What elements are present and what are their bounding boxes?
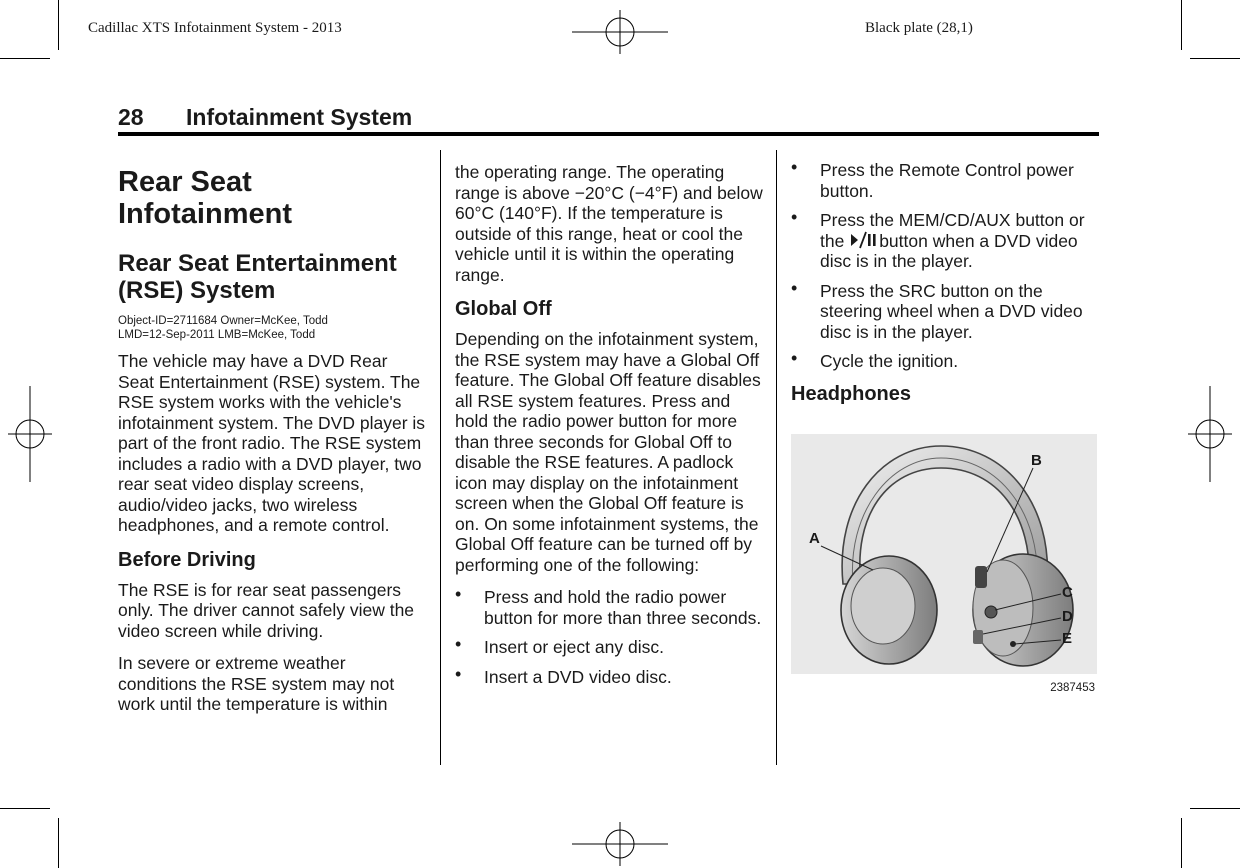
headphones-illustration	[791, 434, 1097, 694]
column-3	[791, 157, 1101, 694]
before-driving-paragraph-2: In severe or extreme weather conditions the RSE system may not work until the temperature is within	[118, 653, 395, 714]
page-number: 28	[118, 104, 144, 130]
intro-paragraph: The vehicle may have a DVD Rear Seat Entertainment (RSE) system. The RSE system works with the vehicle's infotainment system. The DVD player is part of the front radio. The RSE system includes a radio with a DVD player, two rear seat video display screens, audio/video jacks, two wireless headphones, and a remote control.	[118, 351, 426, 535]
rse-heading: Rear Seat Entertainment (RSE) System	[118, 250, 397, 304]
temperature-paragraph: the operating range. The operating range is above −20°C (−4°F) and below 60°C (140°F). If the temperature is outside of this range, heat or cool the vehicle until it is within the operating range.	[455, 162, 763, 285]
headphones-figure	[791, 434, 1097, 694]
column-2	[455, 162, 767, 699]
object-metadata: Object-ID=2711684 Owner=McKee, Todd LMD=12-Sep-2011 LMB=McKee, Todd	[118, 315, 328, 341]
global-off-paragraph: Depending on the infotainment system, the RSE system may have a Global Off feature. The Global Off feature disables all RSE system features. Press and hold the radio power button for more than three seconds for Global Off to disable the RSE features. A padlock icon may display on the infotainment screen when the Global Off feature is on. On some infotainment systems, the Global Off feature can be turned off by performing one of the following:	[455, 329, 761, 575]
list-item: • Insert a DVD video disc.	[455, 663, 672, 687]
list-item: • Press the SRC button on the steering wheel when a DVD video disc is in the player.	[791, 277, 1083, 342]
column-separator-1	[440, 150, 441, 765]
figure-label-d: D	[1062, 607, 1073, 625]
global-off-heading: Global Off	[455, 298, 552, 320]
registration-mark-right	[1188, 386, 1232, 482]
section-title: Infotainment System	[186, 104, 413, 130]
column-1	[118, 160, 428, 727]
figure-label-b: B	[1031, 451, 1042, 469]
list-item: • Press and hold the radio power button for more than three seconds.	[455, 584, 762, 628]
play-pause-icon	[849, 231, 879, 249]
list-item: • Cycle the ignition.	[791, 348, 959, 371]
registration-mark-top	[572, 10, 668, 54]
figure-id: 2387453	[1050, 681, 1095, 694]
registration-mark-bottom	[572, 822, 668, 866]
list-item: • Insert or eject any disc.	[455, 634, 664, 657]
page-heading: Rear Seat Infotainment	[118, 166, 292, 230]
before-driving-heading: Before Driving	[118, 548, 256, 571]
global-off-list	[455, 584, 767, 687]
registration-mark-left	[8, 386, 52, 482]
header-rule	[118, 132, 1099, 136]
global-off-list-continued	[791, 157, 1101, 372]
figure-label-a: A	[809, 529, 820, 547]
figure-label-c: C	[1062, 583, 1073, 601]
list-item: • Press the MEM/CD/AUX button or the button when a DVD video disc is in the player.	[791, 207, 1085, 271]
before-driving-paragraph-1: The RSE is for rear seat passengers only. The driver cannot safely view the video screen while driving.	[118, 579, 415, 641]
running-header-left: Cadillac XTS Infotainment System - 2013	[88, 20, 342, 36]
figure-label-e: E	[1062, 629, 1073, 647]
column-separator-2	[776, 150, 777, 765]
list-item: • Press the Remote Control power button.	[791, 157, 1074, 201]
running-header-right: Black plate (28,1)	[865, 20, 973, 36]
headphones-heading: Headphones	[791, 382, 912, 405]
